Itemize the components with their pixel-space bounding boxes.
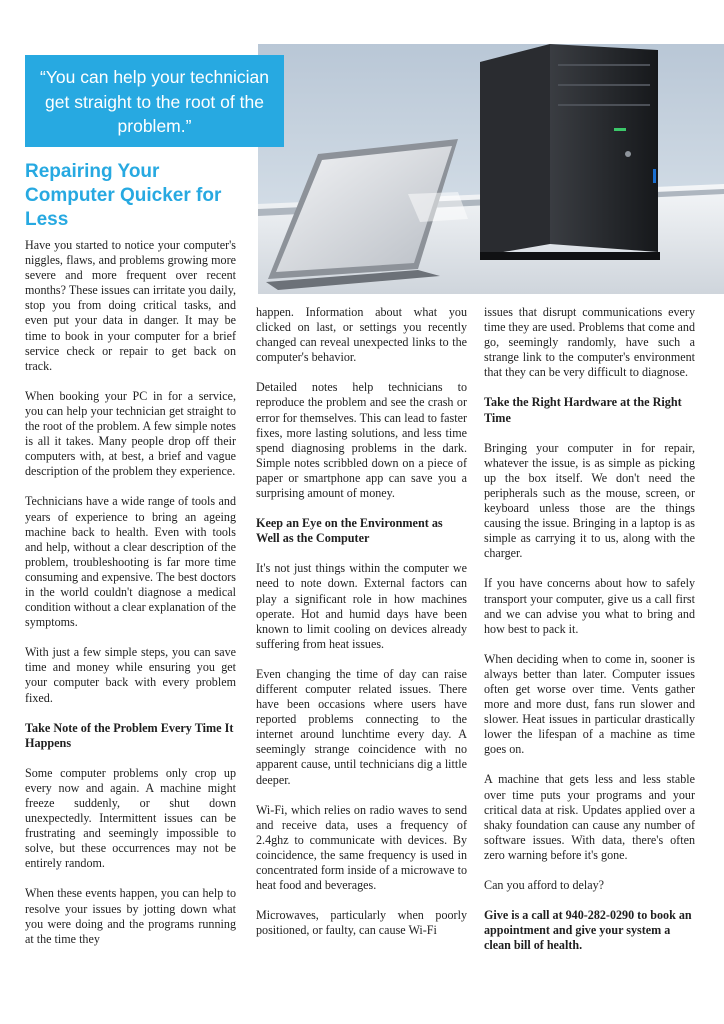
- call-to-action: Give is a call at 940-282-0290 to book an appointment and give your system a clean bill of health.: [484, 908, 692, 953]
- paragraph: Can you afford to delay?: [484, 878, 605, 892]
- paragraph: Bringing your computer in for repair, whatever the issue, is as simple as picking up the box itself. We don't need the peripherals such as the mouse, screen, or keyboard unless those are the things causing the issue. Bringing in a laptop is as simple as carrying it to us, along with the charger.: [484, 440, 695, 561]
- paragraph: If you have concerns about how to safely transport your computer, give us a call first and we can advise you what to bring and how best to pack it.: [484, 576, 695, 636]
- paragraph: Even changing the time of day can raise different computer related issues. There have been occasions where users have reported problems connecting to the internet around lunchtime every day. A seemingly strange coincidence with no apparent cause, until technicians dig a little deeper.: [256, 666, 467, 787]
- section-heading: Take the Right Hardware at the Right Time: [484, 395, 682, 425]
- paragraph: Technicians have a wide range of tools and years of experience to bring an ageing machine back to health. Even with tools and help, without a clear description of the problem, troubleshooting is far more time consuming and expensive. The best doctors in the world couldn't diagnose a medical condition without a clear explanation of the symptoms.: [25, 494, 236, 630]
- section-heading: Keep an Eye on the Environment as Well as the Computer: [256, 516, 443, 546]
- paragraph: It's not just things within the computer we need to note down. External factors can play a significant role in how machines operate. Hot and humid days have been known to limit cooling on devices already suffering from heat issues.: [256, 561, 467, 651]
- article-headline: Repairing Your Computer Quicker for Less: [25, 161, 222, 230]
- paragraph: happen. Information about what you clicked on last, or settings you recently changed can reveal unexpected links to the computer's behavior.: [256, 305, 467, 365]
- column-1: [25, 238, 236, 962]
- pull-quote-text: “You can help your technician get straight to the root of the problem.”: [40, 67, 269, 136]
- pull-quote: [25, 55, 284, 147]
- paragraph: Some computer problems only crop up every now and again. A machine might freeze suddenly, or shut down unexpectedly. Intermittent issues can be frustrating and seemingly impossible to solve, but these occurrences may not be entirely random.: [25, 765, 236, 871]
- computer-illustration: [258, 44, 724, 294]
- hero-image: [258, 44, 724, 294]
- paragraph: Microwaves, particularly when poorly positioned, or faulty, can cause Wi-Fi: [256, 908, 467, 938]
- column-3: [484, 305, 695, 968]
- section-heading: Take Note of the Problem Every Time It Happens: [25, 720, 234, 750]
- paragraph: Have you started to notice your computer's niggles, flaws, and problems growing more severe and more frequent over recent months? These issues can irritate you daily, stop you from doing critical tasks, and even put your data in danger. It may be time to book in your computer for a brief service check or repair to get back on track.: [25, 238, 236, 373]
- paragraph: issues that disrupt communications every time they are used. Problems that come and go, seemingly randomly, have such a strange link to the computer's environment that they can be very difficult to diagnose.: [484, 305, 695, 380]
- paragraph: With just a few simple steps, you can save time and money while ensuring you get your computer back with every problem fixed.: [25, 645, 236, 705]
- paragraph: When deciding when to come in, sooner is always better than later. Computer issues often get worse over time. Vents gather more and more dust, fans run slower and slower. Heat issues in particular drastically lower the lifespan of a machine as time goes on.: [484, 651, 695, 757]
- paragraph: When these events happen, you can help to resolve your issues by jotting down what you were doing and the programs running at the time they: [25, 886, 236, 946]
- column-2: [256, 305, 467, 953]
- paragraph: When booking your PC in for a service, you can help your technician get straight to the root of the problem. A few simple notes is all it takes. Many people drop off their computers with, at best, a brief and vague description of the problem they experience.: [25, 388, 236, 479]
- paragraph: Detailed notes help technicians to reproduce the problem and see the crash or error for themselves. This can lead to faster fixes, more lasting solutions, and less time spend diagnosing problems in the dark. Simple notes scribbled down on a piece of paper or smartphone app can save you a surprising amount of money.: [256, 380, 467, 501]
- paragraph: Wi-Fi, which relies on radio waves to send and receive data, uses a frequency of 2.4ghz to communicate with devices. By coincidence, the same frequency is used in concentrated form inside of a microwave to heat food and beverages.: [256, 802, 467, 893]
- paragraph: A machine that gets less and less stable over time puts your programs and your critical data at risk. Updates applied over a shaky foundation can cause any number of software issues. With data, there's often zero warning before it's gone.: [484, 772, 695, 862]
